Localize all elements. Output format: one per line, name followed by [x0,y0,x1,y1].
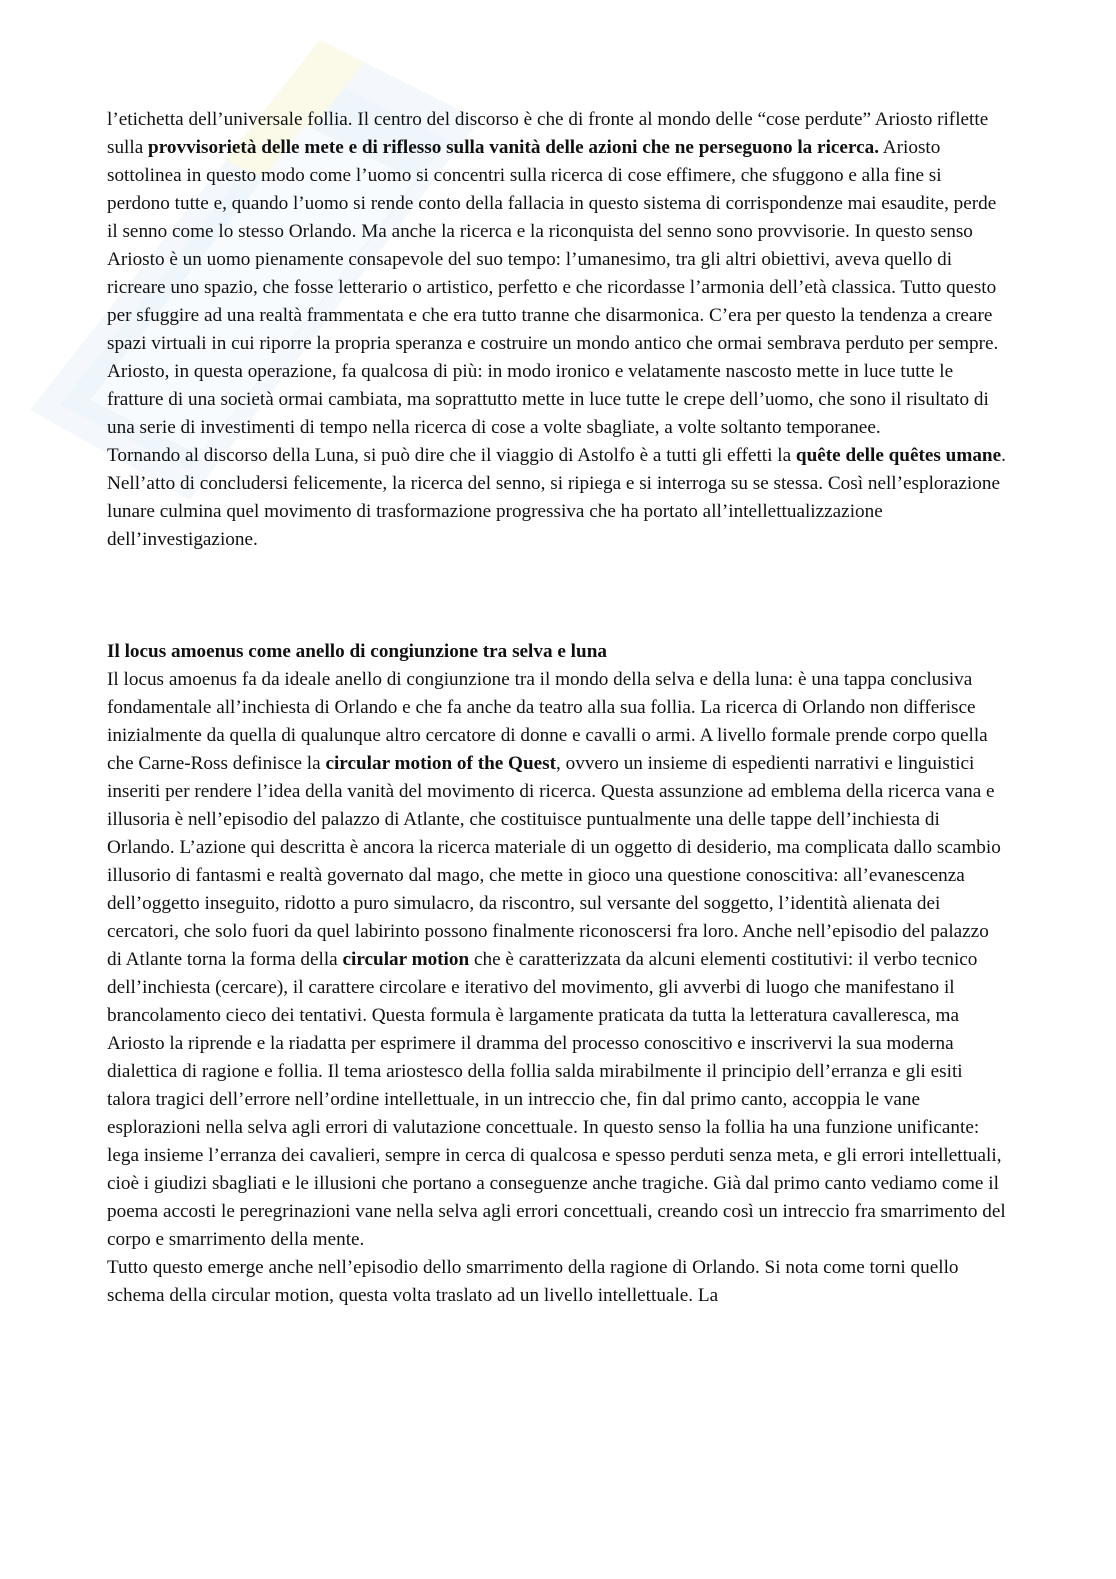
text-run: Il locus amoenus fa da ideale anello di congiunzione tra il mondo della selva e della luna: è una tappa conclusiva fondamentale all’inchiesta di Orlando e che fa anche da teatro alla sua follia. La ricerca di Orlando non differisce inizialmente da quella di qualunque altro cercatore di donne e cavalli o armi. A livello formale prende corpo quella che Carne-Ross definisce la [107,669,988,774]
document-body [107,106,1007,1310]
text-run: Tutto questo emerge anche nell’episodio dello smarrimento della ragione di Orlando. Si nota come torni quello schema della circular motion, questa volta traslato ad un livello intellettuale. La [107,1257,959,1306]
text-run: . Nell’atto di concludersi felicemente, la ricerca del senno, si ripiega e si interroga su se stessa. Così nell’esplorazione lunare culmina quel movimento di trasformazione progressiva che ha portato all’intellettualizzazione dell’investigazione. [107,445,1006,550]
paragraph [107,666,1007,1254]
text-run: che è caratterizzata da alcuni elementi costitutivi: il verbo tecnico dell’inchiesta (cercare), il carattere circolare e iterativo del movimento, gli avverbi di luogo che manifestano il brancolamento cieco dei tentativi. Questa formula è largamente praticata da tutta la letteratura cavalleresca, ma Ariosto la riprende e la riadatta per esprimere il dramma del processo conoscitivo e inscrivervi la sua moderna dialettica di ragione e follia. Il tema ariostesco della follia salda mirabilmente il principio dell’erranza e gli esiti talora tragici dell’errore nell’ordine intellettuale, in un intreccio che, fin dal primo canto, accoppia le vane esplorazioni nella selva agli errori di valutazione concettuale. In questo senso la follia ha una funzione unificante: lega insieme l’erranza dei cavalieri, sempre in cerca di qualcosa e spesso perduti senza meta, e gli errori intellettuali, cioè i giudizi sbagliati e le illusioni che portano a conseguenze anche tragiche. Già dal primo canto vediamo come il poema accosti le peregrinazioni vane nella selva agli errori concettuali, creando così un intreccio fra smarrimento del corpo e smarrimento della mente. [107,949,1006,1250]
text-run: Tornando al discorso della Luna, si può dire che il viaggio di Astolfo è a tutti gli effetti la [107,445,796,466]
bold-text: circular motion of the Quest [325,753,557,774]
paragraph [107,442,1007,554]
bold-text: provvisorietà delle mete e di riflesso sulla vanità delle azioni che ne perseguono la ricerca. [148,137,880,158]
text-run: , ovvero un insieme di espedienti narrativi e linguistici inseriti per rendere l’idea della vanità del movimento di ricerca. Questa assunzione ad emblema della ricerca vana e illusoria è nell’episodio del palazzo di Atlante, che costituisce puntualmente una delle tappe dell’inchiesta di Orlando. L’azione qui descritta è ancora la ricerca materiale di un oggetto di desiderio, ma complicata dallo scambio illusorio di fantasmi e realtà governato dal mago, che mette in gioco una questione conoscitiva: all’evanescenza dell’oggetto inseguito, ridotto a puro simulacro, da riscontro, sul versante del soggetto, l’identità alienata dei cercatori, che solo fuori da quel labirinto possono finalmente riconoscersi fra loro. Anche nell’episodio del palazzo di Atlante torna la forma della [107,753,1001,970]
section-gap [107,554,1007,638]
bottom-section [107,666,1007,1310]
top-section [107,106,1007,554]
bold-text: quête delle quêtes umane [795,445,1002,466]
paragraph [107,1254,1007,1310]
text-run: l’etichetta dell’universale follia. Il centro del discorso è che di fronte al mondo delle “cose perdute” Ariosto riflette sulla [107,109,989,158]
text-run: Ariosto sottolinea in questo modo come l’uomo si concentri sulla ricerca di cose effimere, che sfuggono e alla fine si perdono tutte e, quando l’uomo si rende conto della fallacia in questo sistema di corrispondenze mai esaudite, perde il senno come lo stesso Orlando. Ma anche la ricerca e la riconquista del senno sono provvisorie. In questo senso Ariosto è un uomo pienamente consapevole del suo tempo: l’umanesimo, tra gli altri obiettivi, aveva quello di ricreare uno spazio, che fosse letterario o artistico, perfetto e che ricordasse l’armonia dell’età classica. Tutto questo per sfuggire ad una realtà frammentata e che era tutto tranne che disarmonica. C’era per questo la tendenza a creare spazi virtuali in cui riporre la propria speranza e costruire un mondo antico che ormai sembrava perduto per sempre. Ariosto, in questa operazione, fa qualcosa di più: in modo ironico e velatamente nascosto mette in luce tutte le fratture di una società ormai cambiata, ma soprattutto mette in luce tutte le crepe dell’uomo, che sono il risultato di una serie di investimenti di tempo nella ricerca di cose a volte sbagliate, a volte soltanto temporanee. [107,137,999,438]
paragraph [107,106,1007,442]
section-heading: Il locus amoenus come anello di congiunzione tra selva e luna [107,641,607,662]
bold-text: circular motion [342,949,470,970]
